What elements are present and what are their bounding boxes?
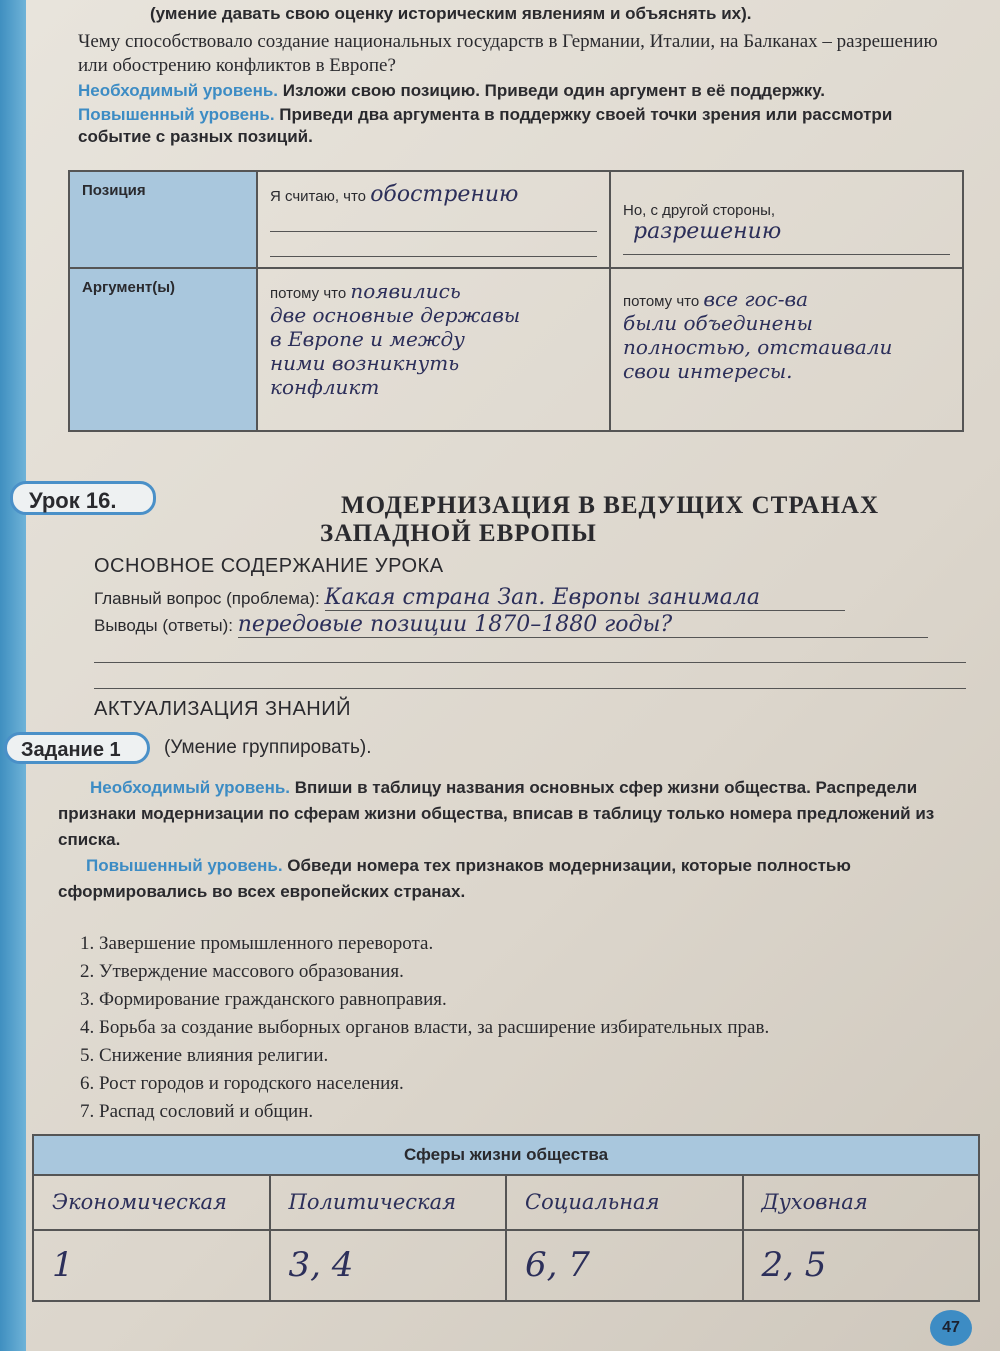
main-content-heading: ОСНОВНОЕ СОДЕРЖАНИЕ УРОКА — [94, 555, 444, 577]
blank-answer-line[interactable] — [94, 662, 966, 663]
argument-answer-1-line-5: конфликт — [270, 375, 380, 399]
main-question-label: Главный вопрос (проблема): — [94, 589, 320, 608]
sphere-header-economic[interactable]: Экономическая — [33, 1175, 270, 1230]
list-item: 7. Распад сословий и общин. — [80, 1101, 314, 1122]
advanced-level-text: Приведи два аргумента в поддержку своей точки зрения или рассмотри событие с разных позиций. — [78, 105, 893, 146]
position-cell-1[interactable] — [257, 171, 610, 268]
skill-note: (умение давать свою оценку историческим явлениям и объяснять их). — [150, 4, 752, 23]
list-item: 4. Борьба за создание выборных органов власти, за расширение избирательных прав. — [80, 1017, 770, 1038]
argument-answer-2-line-1: все гос-ва — [703, 287, 809, 311]
sphere-header-political[interactable]: Политическая — [270, 1175, 507, 1230]
page-number: 47 — [930, 1310, 972, 1346]
lesson-title — [300, 492, 920, 548]
argument-answer-1-line-4: ними возникнуть — [270, 351, 460, 375]
sphere-header-spiritual[interactable]: Духовная — [743, 1175, 980, 1230]
main-question-row[interactable] — [94, 585, 964, 611]
task-advanced-instruction — [58, 853, 970, 905]
position-cell-2[interactable] — [610, 171, 963, 268]
position-answer-1: обострению — [370, 182, 519, 207]
task-basic-instruction — [58, 775, 970, 853]
lesson-title-line-2: ЗАПАДНОЙ ЕВРОПЫ — [320, 520, 597, 547]
lesson-badge: Урок 16. — [10, 481, 156, 515]
page-edge-strip — [0, 0, 26, 1351]
spheres-table — [32, 1134, 980, 1302]
argument-prefix-1: потому что — [270, 285, 347, 302]
argument-answer-2-line-4: свои интересы. — [623, 359, 793, 383]
spheres-table-title: Сферы жизни общества — [33, 1135, 979, 1175]
argument-answer-1-line-3: в Европе и между — [270, 327, 465, 351]
basic-level-text: Изложи свою позицию. Приведи один аргумент в её поддержку. — [282, 81, 825, 100]
question-text: Чему способствовало создание национальных государств в Германии, Италии, на Балканах – разрешению или обострению конфликтов в Европе? — [78, 31, 938, 76]
argument-answer-2-line-2: были объединены — [623, 311, 813, 335]
task-skill: (Умение группировать). — [164, 737, 372, 758]
basic-level-label: Необходимый уровень. — [78, 81, 279, 100]
argument-answer-1-line-1: появились — [350, 279, 461, 303]
conclusions-label: Выводы (ответы): — [94, 616, 233, 635]
position-prefix-1: Я считаю, что — [270, 188, 367, 205]
list-item: 6. Рост городов и городского населения. — [80, 1073, 404, 1094]
position-prefix-2: Но, с другой стороны, — [623, 202, 776, 219]
task-badge: Задание 1 — [4, 732, 150, 764]
list-item: 3. Формирование гражданского равноправия. — [80, 989, 447, 1010]
list-item: 1. Завершение промышленного переворота. — [80, 933, 434, 954]
task-advanced-label: Повышенный уровень. — [86, 856, 283, 875]
modernization-list — [80, 930, 769, 1126]
argument-prefix-2: потому что — [623, 293, 700, 310]
list-item: 5. Снижение влияния религии. — [80, 1045, 329, 1066]
list-item: 2. Утверждение массового образования. — [80, 961, 404, 982]
position-head: Позиция — [69, 171, 257, 268]
sphere-header-social[interactable]: Социальная — [506, 1175, 743, 1230]
task-basic-label: Необходимый уровень. — [90, 778, 291, 797]
conclusions-row[interactable] — [94, 612, 974, 638]
sphere-value-spiritual[interactable]: 2, 5 — [743, 1230, 980, 1301]
position-answer-2: разрешению — [633, 219, 782, 244]
main-question-answer: Какая страна Зап. Европы занимала — [325, 585, 845, 611]
task-basic-text: Впиши в таблицу названия основных сфер жизни общества. Распредели признаки модернизации по сферам жизни общества, вписав в таблицу только номера предложений из списка. — [58, 778, 935, 849]
position-table — [68, 170, 964, 432]
advanced-level-label: Повышенный уровень. — [78, 105, 275, 124]
conclusions-answer: передовые позиции 1870–1880 годы? — [238, 612, 928, 638]
sphere-value-social[interactable]: 6, 7 — [506, 1230, 743, 1301]
actualization-heading: АКТУАЛИЗАЦИЯ ЗНАНИЙ — [94, 698, 351, 720]
lesson-title-line-1: МОДЕРНИЗАЦИЯ В ВЕДУЩИХ СТРАНАХ — [340, 492, 880, 519]
basic-level-instruction — [78, 80, 968, 102]
sphere-value-political[interactable]: 3, 4 — [270, 1230, 507, 1301]
argument-cell-2[interactable] — [610, 268, 963, 431]
blank-answer-line[interactable] — [94, 688, 966, 689]
argument-cell-1[interactable] — [257, 268, 610, 431]
argument-answer-1-line-2: две основные державы — [270, 303, 521, 327]
sphere-value-economic[interactable]: 1 — [33, 1230, 270, 1301]
advanced-level-instruction — [78, 104, 968, 148]
task-advanced-text: Обведи номера тех признаков модернизации, которые полностью сформировались во всех европейских странах. — [58, 856, 851, 901]
arguments-head: Аргумент(ы) — [69, 268, 257, 431]
argument-answer-2-line-3: полностью, отстаивали — [623, 335, 893, 359]
